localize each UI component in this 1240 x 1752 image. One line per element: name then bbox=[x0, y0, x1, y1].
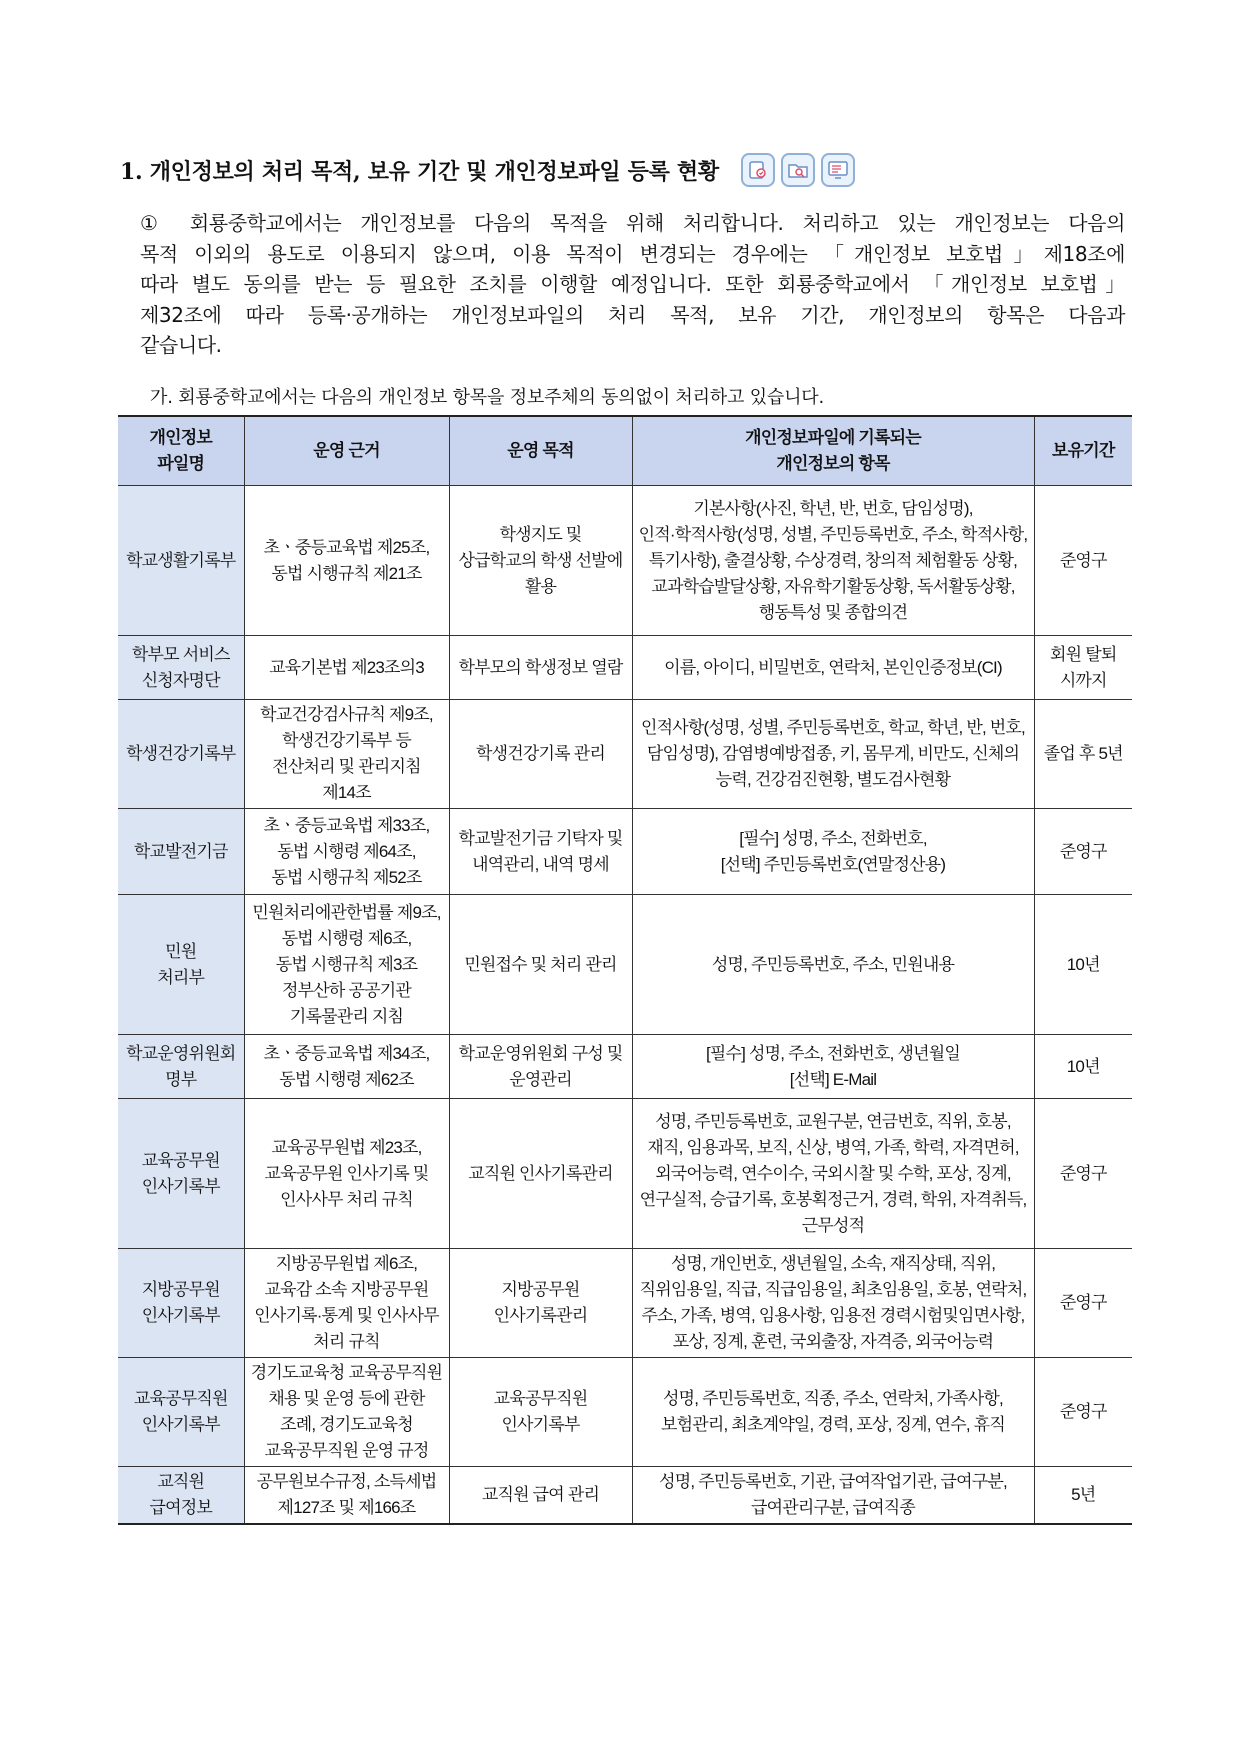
table-row bbox=[118, 1358, 1132, 1467]
table-header-row bbox=[118, 416, 1132, 486]
section-heading bbox=[120, 153, 855, 187]
section-title: 1. 개인정보의 처리 목적, 보유 기간 및 개인정보파일 등록 현황 bbox=[120, 158, 719, 185]
intro-line: 제32조에 따라 등록·공개하는 개인정보파일의 처리 목적, 보유 기간, 개인정보의 항목은 다음과 bbox=[140, 302, 1125, 327]
cell-items: [필수] 성명, 주소, 전화번호, 생년월일 [선택] E-Mail bbox=[632, 1035, 1034, 1099]
intro-line: ① 회룡중학교에서는 개인정보를 다음의 목적을 위해 처리합니다. 처리하고 있는 개인정보는 다음의 bbox=[140, 211, 1125, 235]
cell-items: 성명, 주민등록번호, 교원구분, 연금번호, 직위, 호봉, 재직, 임용과목, 보직, 신상, 병역, 가족, 학력, 자격면허, 외국어능력, 연수이수, 국외시찰 및 수학, 포상, 징계, 연구실적, 승급기록, 호봉획정근거, 경력, 학위, 자격취득, 근무성적 bbox=[632, 1099, 1034, 1249]
cell-purpose: 민원접수 및 처리 관리 bbox=[449, 895, 632, 1035]
intro-line: 따라 별도 동의를 받는 등 필요한 조치를 이행할 예정입니다. 또한 회룡중학교에서 「개인정보 보호법」 bbox=[140, 272, 1125, 296]
intro-paragraph bbox=[140, 208, 1125, 361]
cell-retention: 준영구 bbox=[1034, 809, 1132, 895]
cell-items: 이름, 아이디, 비밀번호, 연락처, 본인인증정보(CI) bbox=[632, 636, 1034, 700]
cell-purpose: 학교발전기금 기탁자 및 내역관리, 내역 명세 bbox=[449, 809, 632, 895]
cell-basis: 공무원보수규정, 소득세법 제127조 및 제166조 bbox=[244, 1467, 449, 1525]
cell-file-name: 민원 처리부 bbox=[118, 895, 244, 1035]
cell-purpose: 교직원 인사기록관리 bbox=[449, 1099, 632, 1249]
cell-purpose: 학생건강기록 관리 bbox=[449, 700, 632, 809]
cell-basis: 교육기본법 제23조의3 bbox=[244, 636, 449, 700]
cell-file-name: 학부모 서비스 신청자명단 bbox=[118, 636, 244, 700]
cell-purpose: 학생지도 및 상급학교의 학생 선발에 활용 bbox=[449, 486, 632, 636]
table-body bbox=[118, 486, 1132, 1525]
cell-purpose: 학부모의 학생정보 열람 bbox=[449, 636, 632, 700]
cell-retention: 준영구 bbox=[1034, 1249, 1132, 1358]
subheading: 가. 회룡중학교에서는 다음의 개인정보 항목을 정보주체의 동의없이 처리하고 있습니다. bbox=[150, 387, 824, 408]
cell-items: 성명, 주민등록번호, 기관, 급여작업기관, 급여구분, 급여관리구분, 급여직종 bbox=[632, 1467, 1034, 1525]
cell-basis: 초ㆍ중등교육법 제33조, 동법 시행령 제64조, 동법 시행규칙 제52조 bbox=[244, 809, 449, 895]
cell-retention: 준영구 bbox=[1034, 1099, 1132, 1249]
cell-purpose: 지방공무원 인사기록관리 bbox=[449, 1249, 632, 1358]
table-row bbox=[118, 636, 1132, 700]
cell-retention: 회원 탈퇴 시까지 bbox=[1034, 636, 1132, 700]
table-row bbox=[118, 1249, 1132, 1358]
cell-items: 성명, 주민등록번호, 직종, 주소, 연락처, 가족사항, 보험관리, 최초계약일, 경력, 포상, 징계, 연수, 휴직 bbox=[632, 1358, 1034, 1467]
cell-basis: 지방공무원법 제6조, 교육감 소속 지방공무원 인사기록·통계 및 인사사무 처리 규칙 bbox=[244, 1249, 449, 1358]
table-row bbox=[118, 1099, 1132, 1249]
cell-purpose: 교직원 급여 관리 bbox=[449, 1467, 632, 1525]
monitor-list-icon bbox=[821, 153, 855, 187]
cell-basis: 민원처리에관한법률 제9조, 동법 시행령 제6조, 동법 시행규칙 제3조 정부산하 공공기관 기록물관리 지침 bbox=[244, 895, 449, 1035]
cell-basis: 교육공무원법 제23조, 교육공무원 인사기록 및 인사사무 처리 규칙 bbox=[244, 1099, 449, 1249]
cell-retention: 10년 bbox=[1034, 895, 1132, 1035]
table-row bbox=[118, 895, 1132, 1035]
table-row bbox=[118, 809, 1132, 895]
cell-purpose: 교육공무직원 인사기록부 bbox=[449, 1358, 632, 1467]
cell-basis: 초ㆍ중등교육법 제25조, 동법 시행규칙 제21조 bbox=[244, 486, 449, 636]
cell-file-name: 학교운영위원회 명부 bbox=[118, 1035, 244, 1099]
cell-file-name: 교육공무직원 인사기록부 bbox=[118, 1358, 244, 1467]
table-row bbox=[118, 1467, 1132, 1525]
heading-icons bbox=[741, 153, 855, 187]
cell-items: 성명, 주민등록번호, 주소, 민원내용 bbox=[632, 895, 1034, 1035]
cell-items: [필수] 성명, 주소, 전화번호, [선택] 주민등록번호(연말정산용) bbox=[632, 809, 1034, 895]
cell-file-name: 지방공무원 인사기록부 bbox=[118, 1249, 244, 1358]
personal-info-file-table bbox=[118, 415, 1132, 1525]
folder-search-icon bbox=[781, 153, 815, 187]
intro-line: 같습니다. bbox=[140, 333, 222, 357]
cell-items: 성명, 개인번호, 생년월일, 소속, 재직상태, 직위, 직위임용일, 직급, 직급임용일, 최초임용일, 호봉, 연락처, 주소, 가족, 병역, 임용사항, 임용전 경력시험및임면사항, 포상, 징계, 훈련, 국외출장, 자격증, 외국어능력 bbox=[632, 1249, 1034, 1358]
cell-retention: 준영구 bbox=[1034, 1358, 1132, 1467]
cell-basis: 초ㆍ중등교육법 제34조, 동법 시행령 제62조 bbox=[244, 1035, 449, 1099]
cell-retention: 10년 bbox=[1034, 1035, 1132, 1099]
header-purpose: 운영 목적 bbox=[449, 416, 632, 486]
cell-file-name: 학교생활기록부 bbox=[118, 486, 244, 636]
cell-basis: 경기도교육청 교육공무직원 채용 및 운영 등에 관한 조례, 경기도교육청 교육공무직원 운영 규정 bbox=[244, 1358, 449, 1467]
cell-retention: 5년 bbox=[1034, 1467, 1132, 1525]
document-check-icon bbox=[741, 153, 775, 187]
cell-items: 기본사항(사진, 학년, 반, 번호, 담임성명), 인적·학적사항(성명, 성별, 주민등록번호, 주소, 학적사항, 특기사항), 출결상황, 수상경력, 창의적 체험활동 상황, 교과학습발달상황, 자유학기활동상황, 독서활동상황, 행동특성 및 종합의견 bbox=[632, 486, 1034, 636]
cell-purpose: 학교운영위원회 구성 및 운영관리 bbox=[449, 1035, 632, 1099]
header-items: 개인정보파일에 기록되는 개인정보의 항목 bbox=[632, 416, 1034, 486]
cell-file-name: 교육공무원 인사기록부 bbox=[118, 1099, 244, 1249]
cell-basis: 학교건강검사규칙 제9조, 학생건강기록부 등 전산처리 및 관리지침 제14조 bbox=[244, 700, 449, 809]
cell-file-name: 학교발전기금 bbox=[118, 809, 244, 895]
header-basis: 운영 근거 bbox=[244, 416, 449, 486]
header-file-name: 개인정보 파일명 bbox=[118, 416, 244, 486]
table-row bbox=[118, 1035, 1132, 1099]
table-row bbox=[118, 700, 1132, 809]
cell-file-name: 교직원 급여정보 bbox=[118, 1467, 244, 1525]
cell-retention: 졸업 후 5년 bbox=[1034, 700, 1132, 809]
cell-file-name: 학생건강기록부 bbox=[118, 700, 244, 809]
intro-line: 목적 이외의 용도로 이용되지 않으며, 이용 목적이 변경되는 경우에는 「개인정보 보호법」제18조에 bbox=[140, 241, 1125, 266]
cell-retention: 준영구 bbox=[1034, 486, 1132, 636]
cell-items: 인적사항(성명, 성별, 주민등록번호, 학교, 학년, 반, 번호, 담임성명), 감염병예방접종, 키, 몸무게, 비만도, 신체의 능력, 건강검진현황, 별도검사현황 bbox=[632, 700, 1034, 809]
header-retention: 보유기간 bbox=[1034, 416, 1132, 486]
table-row bbox=[118, 486, 1132, 636]
